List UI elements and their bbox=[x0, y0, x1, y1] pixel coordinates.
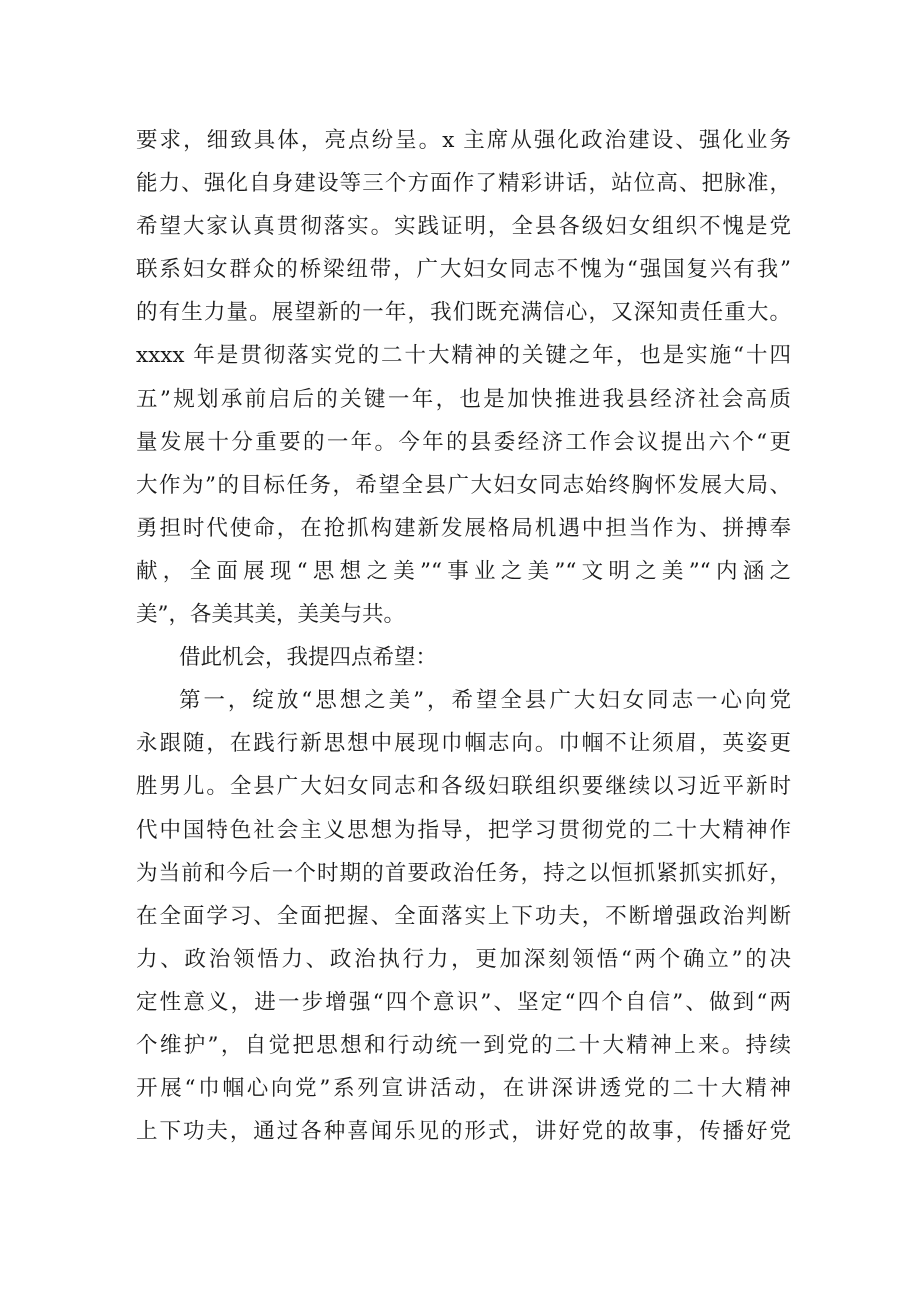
paragraph-1 bbox=[136, 119, 791, 636]
text-line: 力、政治领悟力、政治执行力，更加深刻领悟“两个确立”的决 bbox=[136, 946, 791, 972]
text-line: 永跟随，在践行新思想中展现巾帼志向。巾帼不让须眉，英姿更 bbox=[136, 731, 791, 757]
text-line: 在全面学习、全面把握、全面落实上下功夫，不断增强政治判断 bbox=[136, 903, 791, 929]
text-line: 借此机会，我提四点希望： bbox=[179, 645, 438, 671]
text-line: 量发展十分重要的一年。今年的县委经济工作会议提出六个“更 bbox=[136, 429, 791, 455]
text-line: 能力、强化自身建设等三个方面作了精彩讲话，站位高、把脉准， bbox=[136, 171, 791, 197]
text-line: 大作为”的目标任务，希望全县广大妇女同志始终胸怀发展大局、 bbox=[136, 472, 791, 498]
text-line: 五”规划承前启后的关键一年，也是加快推进我县经济社会高质 bbox=[136, 386, 791, 412]
text-line: 个维护”，自觉把思想和行动统一到党的二十大精神上来。持续 bbox=[136, 1032, 791, 1058]
text-line: 开展“巾帼心向党”系列宣讲活动，在讲深讲透党的二十大精神 bbox=[136, 1076, 791, 1102]
text-line: 第一，绽放“思想之美”，希望全县广大妇女同志一心向党 bbox=[179, 688, 791, 714]
text-line: 要求，细致具体，亮点纷呈。x 主席从强化政治建设、强化业务 bbox=[136, 128, 791, 153]
text-line: 胜男儿。全县广大妇女同志和各级妇联组织要继续以习近平新时 bbox=[136, 774, 791, 800]
text-line: 勇担时代使命，在抢抓构建新发展格局机遇中担当作为、拼搏奉 bbox=[136, 515, 791, 541]
text-line: 定性意义，进一步增强“四个意识”、坚定“四个自信”、做到“两 bbox=[136, 989, 791, 1015]
text-line: 为当前和今后一个时期的首要政治任务，持之以恒抓紧抓实抓好， bbox=[136, 860, 791, 886]
paragraph-3 bbox=[136, 679, 791, 1153]
text-line: xxxx 年是贯彻落实党的二十大精神的关键之年，也是实施“十四 bbox=[136, 343, 791, 369]
text-line: 代中国特色社会主义思想为指导，把学习贯彻党的二十大精神作 bbox=[136, 817, 791, 843]
paragraph-2 bbox=[136, 636, 791, 679]
text-line: 希望大家认真贯彻落实。实践证明，全县各级妇女组织不愧是党 bbox=[136, 214, 791, 240]
text-line: 献，全面展现“思想之美”“事业之美”“文明之美”“内涵之 bbox=[136, 558, 791, 584]
text-line: 的有生力量。展望新的一年，我们既充满信心，又深知责任重大。 bbox=[136, 300, 791, 326]
text-line: 联系妇女群众的桥梁纽带，广大妇女同志不愧为“强国复兴有我” bbox=[136, 257, 791, 283]
document-body bbox=[136, 119, 791, 1153]
text-line: 美”，各美其美，美美与共。 bbox=[136, 602, 405, 628]
text-line: 上下功夫，通过各种喜闻乐见的形式，讲好党的故事，传播好党 bbox=[136, 1119, 791, 1145]
